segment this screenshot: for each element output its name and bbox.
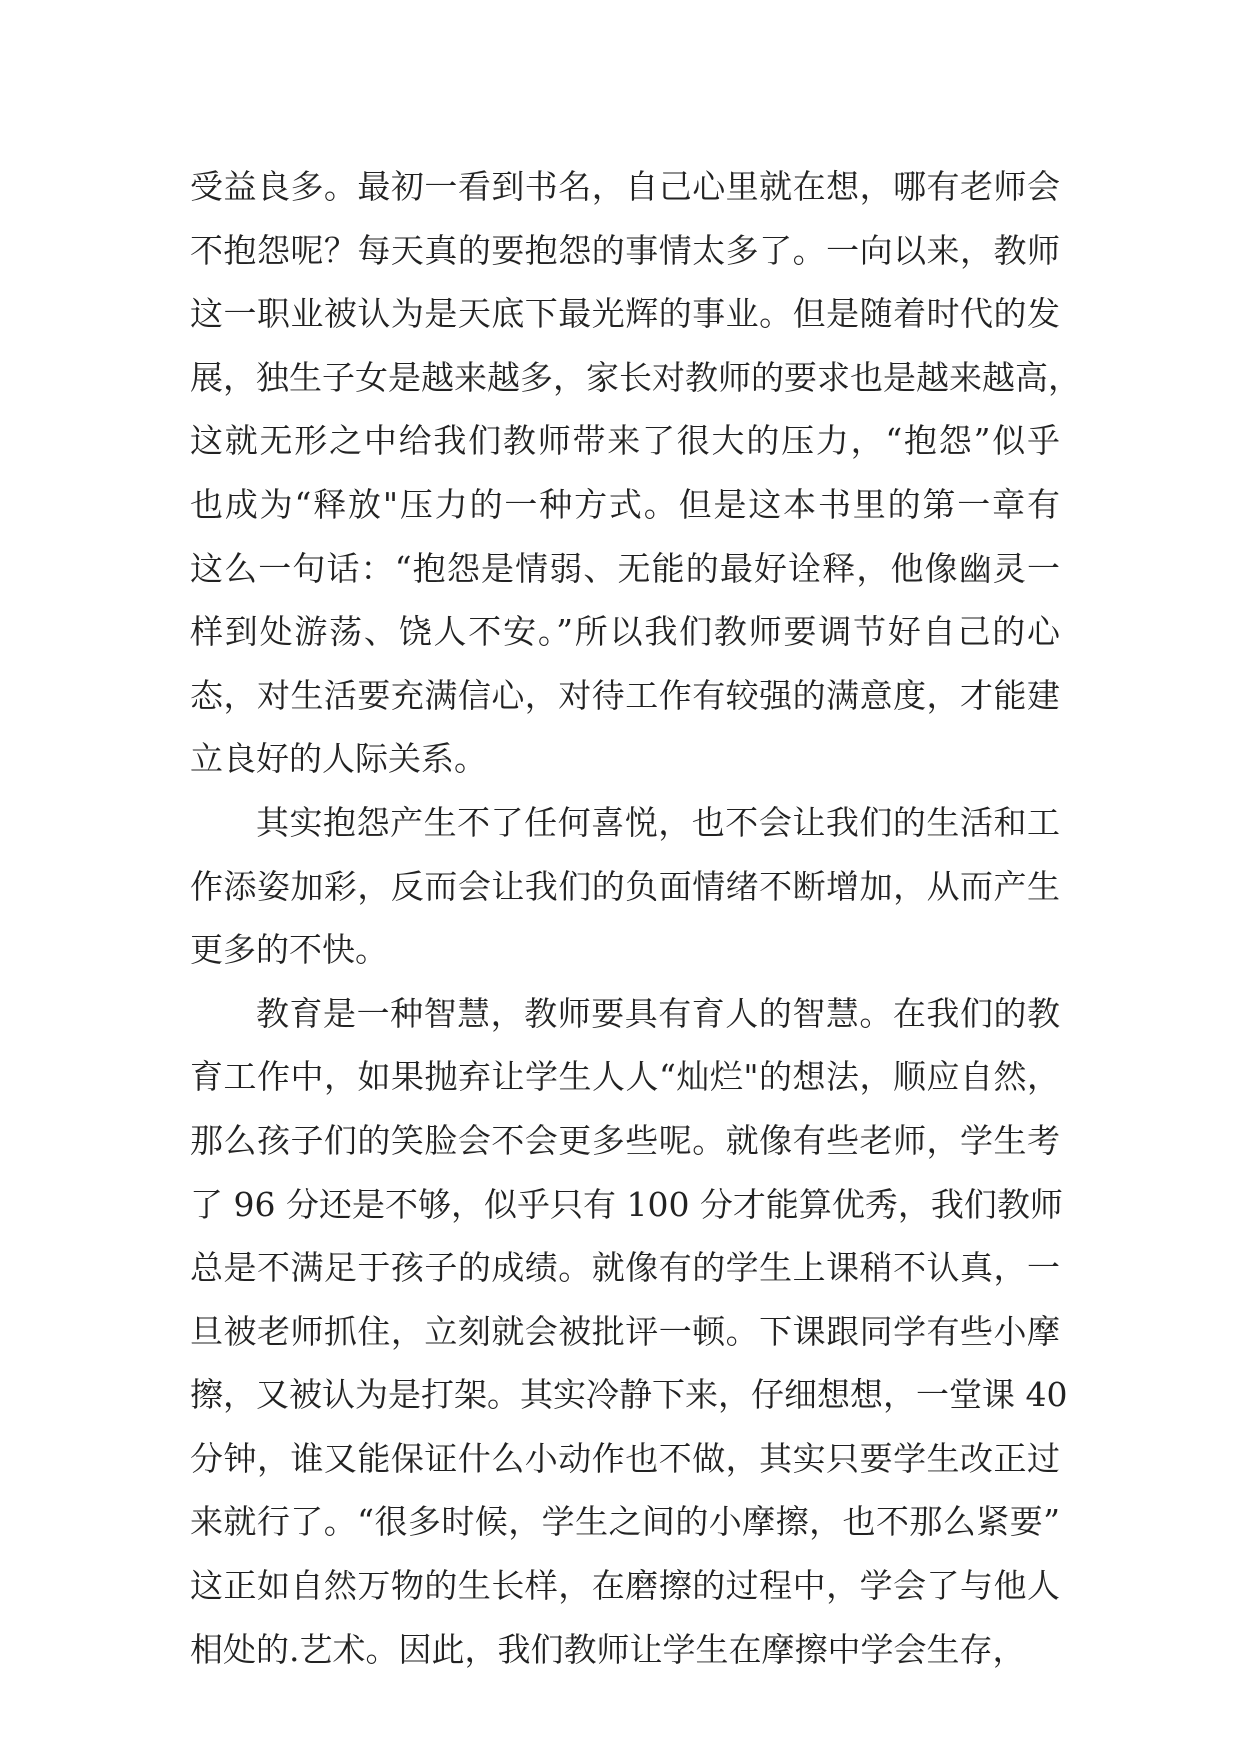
text-line: 展，独生子女是越来越多，家长对教师的要求也是越来越高， [190,357,1081,397]
text-line: 也成为“释放"压力的一种方式。但是这本书里的第一章有 [190,484,1060,524]
text-line: 这一职业被认为是天底下最光辉的事业。但是随着时代的发 [190,294,1060,334]
text-line: 来就行了。“很多时候，学生之间的小摩擦，也不那么紧要” [190,1502,1060,1542]
text-line: 受益良多。最初一看到书名，自己心里就在想，哪有老师会 [190,167,1060,206]
text-line: 这么一句话：“抱怨是情弱、无能的最好诠释，他像幽灵一 [190,548,1060,588]
text-line: 旦被老师抓住，立刻就会被批评一顿。下课跟同学有些小摩 [190,1311,1060,1351]
text-line: 分钟，谁又能保证什么小动作也不做，其实只要学生改正过 [190,1438,1060,1478]
text-line: 总是不满足于孩子的成绩。就像有的学生上课稍不认真，一 [190,1248,1060,1288]
text-line: 擦，又被认为是打架。其实冷静下来，仔细想想，一堂课 40 [190,1375,1068,1415]
text-line: 更多的不快。 [190,930,388,970]
text-line: 这就无形之中给我们教师带来了很大的压力，“抱怨”似乎 [190,421,1060,461]
text-line: 作添姿加彩，反而会让我们的负面情绪不断增加，从而产生 [190,866,1060,906]
text-line: 这正如自然万物的生长样，在磨擦的过程中，学会了与他人 [190,1566,1060,1606]
text-line: 了 96 分还是不够，似乎只有 100 分才能算优秀，我们教师 [190,1184,1063,1224]
body-text [190,155,1081,1681]
text-line: 立良好的人际关系。 [190,739,487,779]
text-line: 育工作中，如果抛弃让学生人人“灿烂"的想法，顺应自然， [190,1057,1060,1097]
text-line: 其实抱怨产生不了任何喜悦，也不会让我们的生活和工 [256,802,1060,842]
text-line: 不抱怨呢？每天真的要抱怨的事情太多了。一向以来，教师 [190,230,1060,270]
text-line: 那么孩子们的笑脸会不会更多些呢。就像有些老师，学生考 [190,1120,1060,1160]
text-line: 态，对生活要充满信心，对待工作有较强的满意度，才能建 [190,675,1060,715]
text-line: 样到处游荡、饶人不安。”所以我们教师要调节好自己的心 [190,612,1060,652]
text-line: 教育是一种智慧，教师要具有育人的智慧。在我们的教 [256,993,1060,1033]
text-line: 相处的.艺术。因此，我们教师让学生在摩擦中学会生存， [190,1629,1026,1669]
